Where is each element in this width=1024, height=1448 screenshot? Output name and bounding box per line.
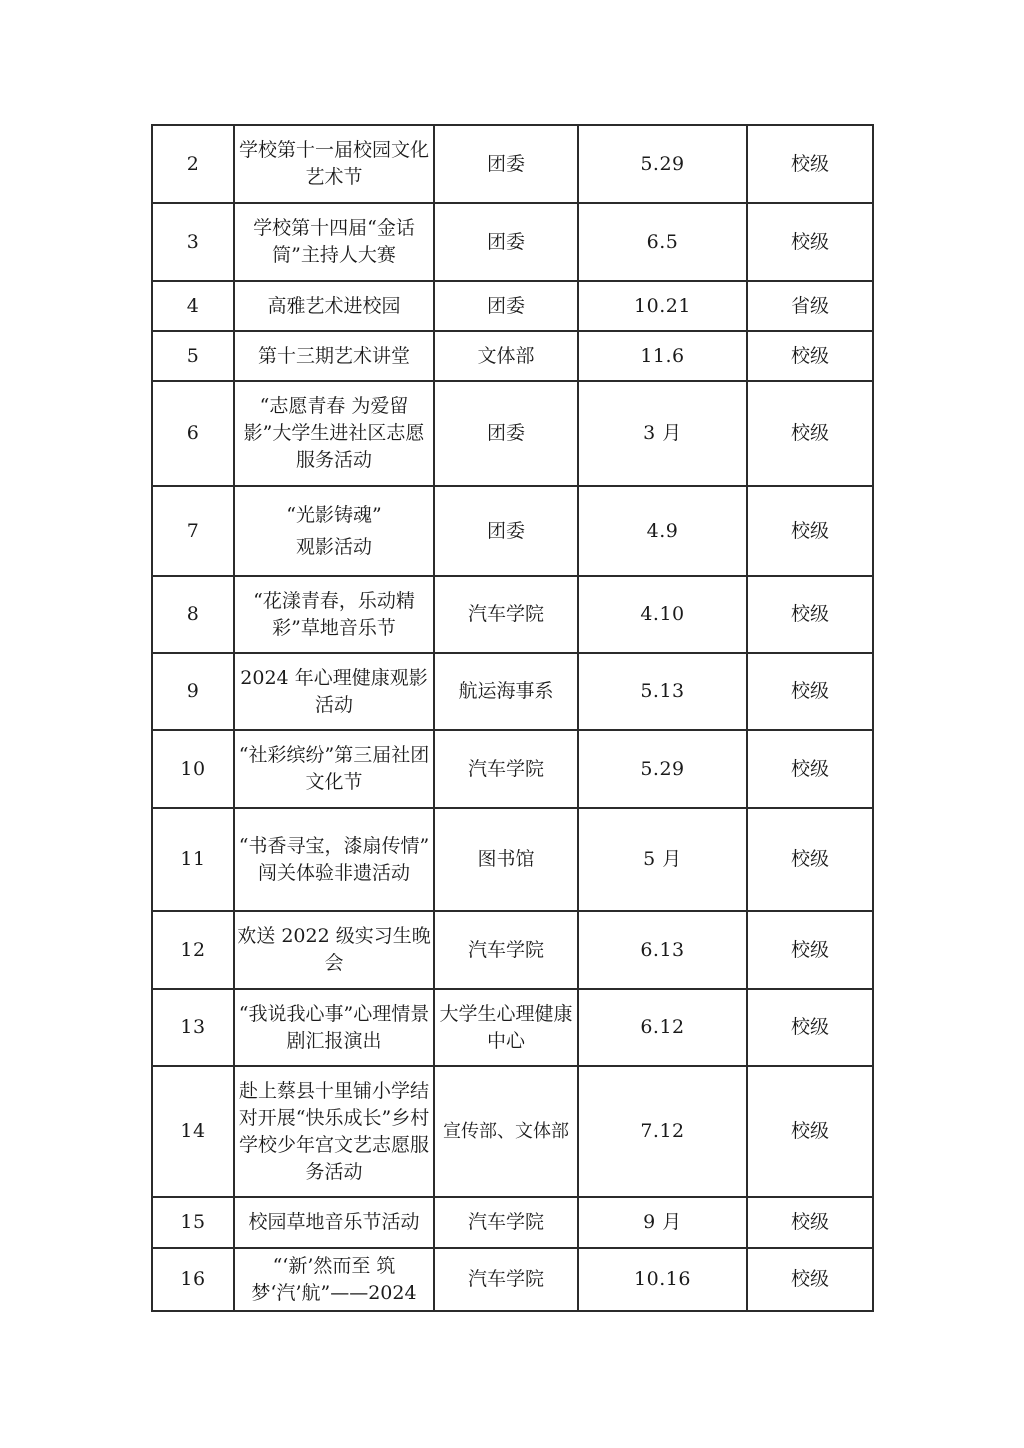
activity-level: 校级	[747, 486, 873, 576]
activity-date: 6.12	[578, 989, 747, 1066]
activity-name: 赴上蔡县十里铺小学结对开展“快乐成长”乡村学校少年宫文艺志愿服务活动	[234, 1066, 434, 1197]
activity-date: 4.10	[578, 576, 747, 653]
row-number: 9	[152, 653, 234, 730]
activity-name: “我说我心事”心理情景剧汇报演出	[234, 989, 434, 1066]
table-row	[152, 989, 873, 1066]
organizer: 文体部	[434, 331, 578, 381]
activity-date: 6.5	[578, 203, 747, 281]
activity-level: 校级	[747, 653, 873, 730]
table-row	[152, 911, 873, 989]
table-row	[152, 576, 873, 653]
row-number: 13	[152, 989, 234, 1066]
organizer: 航运海事系	[434, 653, 578, 730]
activity-level: 校级	[747, 911, 873, 989]
organizer: 汽车学院	[434, 1248, 578, 1311]
activity-date: 5.29	[578, 730, 747, 808]
activity-date: 6.13	[578, 911, 747, 989]
activity-name: 第十三期艺术讲堂	[234, 331, 434, 381]
activity-name: “社彩缤纷”第三届社团文化节	[234, 730, 434, 808]
organizer: 图书馆	[434, 808, 578, 911]
organizer: 团委	[434, 281, 578, 331]
activity-level: 省级	[747, 281, 873, 331]
activity-name: 校园草地音乐节活动	[234, 1197, 434, 1248]
activity-level: 校级	[747, 730, 873, 808]
activity-level: 校级	[747, 331, 873, 381]
table-row	[152, 281, 873, 331]
activity-date: 10.16	[578, 1248, 747, 1311]
row-number: 16	[152, 1248, 234, 1311]
row-number: 10	[152, 730, 234, 808]
table-row	[152, 1248, 873, 1311]
row-number: 3	[152, 203, 234, 281]
table-row	[152, 653, 873, 730]
activity-level: 校级	[747, 125, 873, 203]
organizer: 宣传部、文体部	[434, 1066, 578, 1197]
row-number: 11	[152, 808, 234, 911]
activity-date: 4.9	[578, 486, 747, 576]
row-number: 7	[152, 486, 234, 576]
organizer: 汽车学院	[434, 1197, 578, 1248]
row-number: 5	[152, 331, 234, 381]
activity-level: 校级	[747, 1066, 873, 1197]
organizer: 汽车学院	[434, 576, 578, 653]
organizer: 大学生心理健康中心	[434, 989, 578, 1066]
activity-level: 校级	[747, 203, 873, 281]
activity-level: 校级	[747, 808, 873, 911]
activity-date: 7.12	[578, 1066, 747, 1197]
organizer: 团委	[434, 486, 578, 576]
table-row	[152, 125, 873, 203]
row-number: 15	[152, 1197, 234, 1248]
row-number: 8	[152, 576, 234, 653]
activity-name: “‘新’然而至 筑梦‘汽’航”——2024	[234, 1248, 434, 1311]
table-row	[152, 808, 873, 911]
activity-date: 5.13	[578, 653, 747, 730]
activity-date: 5.29	[578, 125, 747, 203]
table-row	[152, 331, 873, 381]
activity-date: 9 月	[578, 1197, 747, 1248]
table-row	[152, 1197, 873, 1248]
activity-name: “花漾青春，乐动精彩”草地音乐节	[234, 576, 434, 653]
activity-name: 2024 年心理健康观影活动	[234, 653, 434, 730]
organizer: 团委	[434, 125, 578, 203]
table-row	[152, 381, 873, 486]
activity-name: 欢送 2022 级实习生晚会	[234, 911, 434, 989]
activity-name: 高雅艺术进校园	[234, 281, 434, 331]
activity-name: 学校第十四届“金话筒”主持人大赛	[234, 203, 434, 281]
activity-date: 3 月	[578, 381, 747, 486]
row-number: 14	[152, 1066, 234, 1197]
row-number: 4	[152, 281, 234, 331]
row-number: 6	[152, 381, 234, 486]
activity-level: 校级	[747, 381, 873, 486]
activity-date: 10.21	[578, 281, 747, 331]
table-row	[152, 203, 873, 281]
activity-level: 校级	[747, 1197, 873, 1248]
table-row	[152, 486, 873, 576]
table-row	[152, 1066, 873, 1197]
activity-date: 5 月	[578, 808, 747, 911]
table-row	[152, 730, 873, 808]
activities-table	[151, 124, 874, 1312]
row-number: 2	[152, 125, 234, 203]
activity-level: 校级	[747, 1248, 873, 1311]
activity-level: 校级	[747, 576, 873, 653]
organizer: 汽车学院	[434, 911, 578, 989]
organizer: 团委	[434, 203, 578, 281]
row-number: 12	[152, 911, 234, 989]
activity-name: 学校第十一届校园文化艺术节	[234, 125, 434, 203]
activity-date: 11.6	[578, 331, 747, 381]
activity-level: 校级	[747, 989, 873, 1066]
activity-name: “光影铸魂” 观影活动	[234, 486, 434, 576]
organizer: 团委	[434, 381, 578, 486]
activity-name: “志愿青春 为爱留影”大学生进社区志愿服务活动	[234, 381, 434, 486]
activity-name: “书香寻宝，漆扇传情” 闯关体验非遗活动	[234, 808, 434, 911]
organizer: 汽车学院	[434, 730, 578, 808]
